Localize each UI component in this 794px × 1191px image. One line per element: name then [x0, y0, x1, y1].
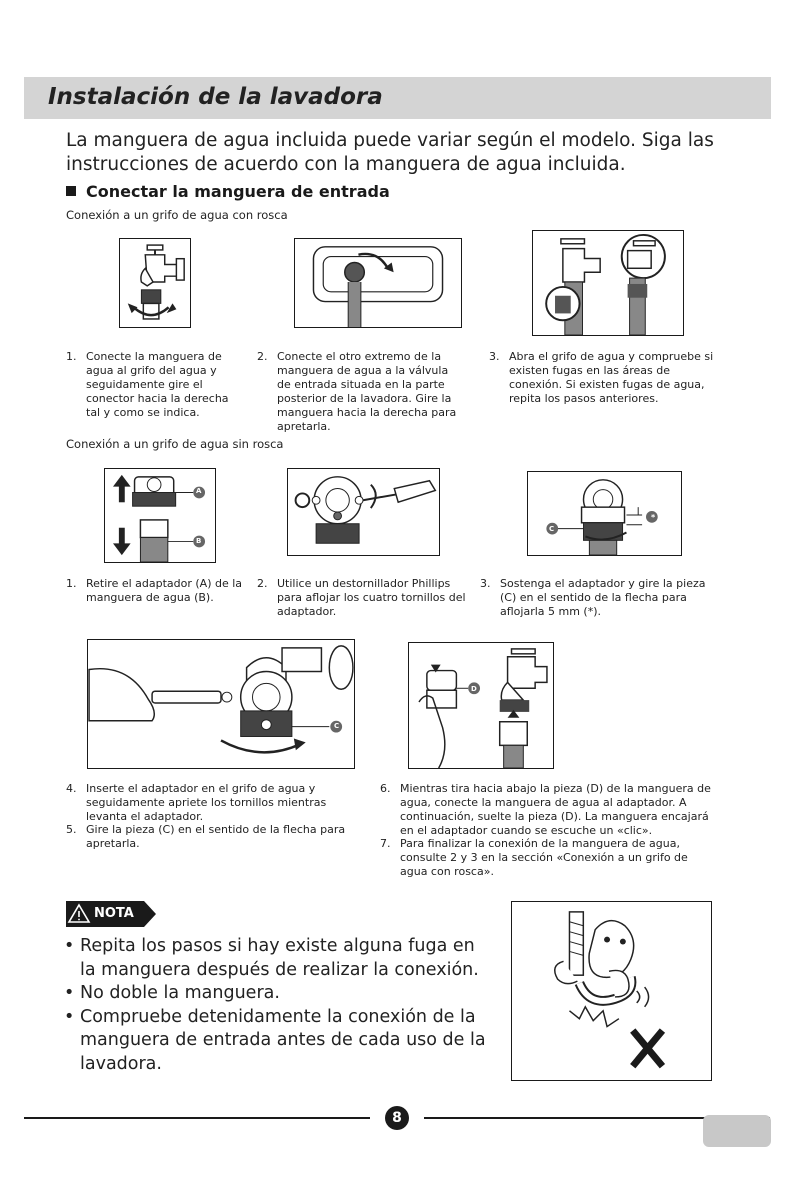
footer-rule-left [24, 1117, 370, 1119]
step-text: Gire la pieza (C) en el sentido de la flecha para apretarla. [86, 823, 346, 850]
step-text: Conecte la manguera de agua al grifo del agua y seguidamente gire el conector hacia la derecha tal y como se indica. [86, 350, 229, 419]
step-number: 1. [66, 350, 77, 363]
figure-attach-hose [408, 642, 554, 769]
label-c: C [549, 525, 555, 533]
unthreaded-step-5 [66, 823, 366, 853]
unthreaded-subtitle: Conexión a un grifo de agua sin rosca [66, 437, 284, 451]
step-text: Para finalizar la conexión de la manguera de agua, consulte 2 y 3 en la sección «Conexión a un grifo de agua con rosca». [400, 837, 688, 878]
note-badge [66, 901, 156, 927]
figure-tap-connect [119, 238, 191, 328]
note-item [64, 982, 494, 1006]
figure-do-not-bend-hose [511, 901, 712, 1081]
bullet: • [64, 983, 75, 1003]
step-number: 3. [489, 350, 500, 363]
step-number: 7. [380, 837, 391, 850]
page-title: Instalación de la lavadora [48, 84, 383, 110]
intro-text: La manguera de agua incluida puede variar según el modelo. Siga las instrucciones de acuerdo con la manguera de agua incluida. [66, 130, 714, 175]
page-number: 8 [385, 1106, 409, 1130]
side-tab [703, 1115, 771, 1147]
label-a: A [196, 487, 202, 495]
label-b: B [196, 537, 202, 545]
step-number: 1. [66, 577, 77, 590]
threaded-step-1 [66, 350, 241, 422]
step-number: 3. [480, 577, 491, 590]
note-text: No doble la manguera. [80, 983, 280, 1003]
figure-leak-check [532, 230, 684, 336]
step-text: Abra el grifo de agua y compruebe si existen fugas en las áreas de conexión. Si existen fugas de agua, repita los pasos anteriores. [509, 350, 714, 405]
step-number: 2. [257, 577, 268, 590]
step-text: Conecte el otro extremo de la manguera de agua a la válvula de entrada situada en la parte posterior de la lavadora. Gire la manguera hacia la derecha para apretarla. [277, 350, 457, 433]
square-bullet-icon [66, 186, 76, 196]
step-text: Retire el adaptador (A) de la manguera de agua (B). [86, 577, 243, 604]
unthreaded-step-6 [380, 782, 715, 838]
step-text: Sostenga el adaptador y gire la pieza (C) en el sentido de la flecha para aflojarla 5 mm (*). [500, 577, 706, 618]
step-text: Mientras tira hacia abajo la pieza (D) de la manguera de agua, conecte la manguera de agua al adaptador. A continuación, suelte la pieza (D). La manguera encajará en el adaptador cuando se escuche un «clic». [400, 782, 711, 837]
note-item [64, 1006, 494, 1077]
label-d: D [471, 685, 477, 693]
note-text: Compruebe detenidamente la conexión de la manguera de entrada antes de cada uso de la lavadora. [80, 1006, 486, 1074]
step-number: 2. [257, 350, 268, 363]
unthreaded-step-2 [257, 577, 467, 621]
step-text: Inserte el adaptador en el grifo de agua y seguidamente apriete los tornillos mientras levanta el adaptador. [86, 782, 327, 823]
note-text: Repita los pasos si hay existe alguna fuga en la manguera después de realizar la conexión. [80, 936, 479, 980]
step-number: 6. [380, 782, 391, 795]
section-heading [66, 182, 390, 201]
threaded-subtitle: Conexión a un grifo de agua con rosca [66, 208, 288, 222]
figure-insert-adapter [87, 639, 355, 769]
note-list [64, 935, 494, 1076]
step-number: 5. [66, 823, 77, 836]
step-number: 4. [66, 782, 77, 795]
step-text: Utilice un destornillador Phillips para aflojar los cuatro tornillos del adaptador. [277, 577, 466, 618]
threaded-step-2 [257, 350, 457, 433]
label-star: * [651, 513, 656, 522]
bullet: • [64, 1006, 75, 1027]
figure-inlet-valve [294, 238, 462, 328]
unthreaded-step-7 [380, 837, 715, 881]
section-title: Conectar la manguera de entrada [86, 182, 390, 201]
note-item [64, 935, 494, 982]
figure-loosen-part [527, 471, 682, 556]
unthreaded-step-3 [480, 577, 720, 621]
bullet: • [64, 936, 75, 956]
figure-remove-adapter [104, 468, 216, 563]
note-label: NOTA [94, 906, 134, 921]
label-c-2: C [334, 722, 340, 730]
threaded-step-3 [489, 350, 719, 422]
figure-screwdriver [287, 468, 440, 556]
unthreaded-step-1 [66, 577, 246, 607]
